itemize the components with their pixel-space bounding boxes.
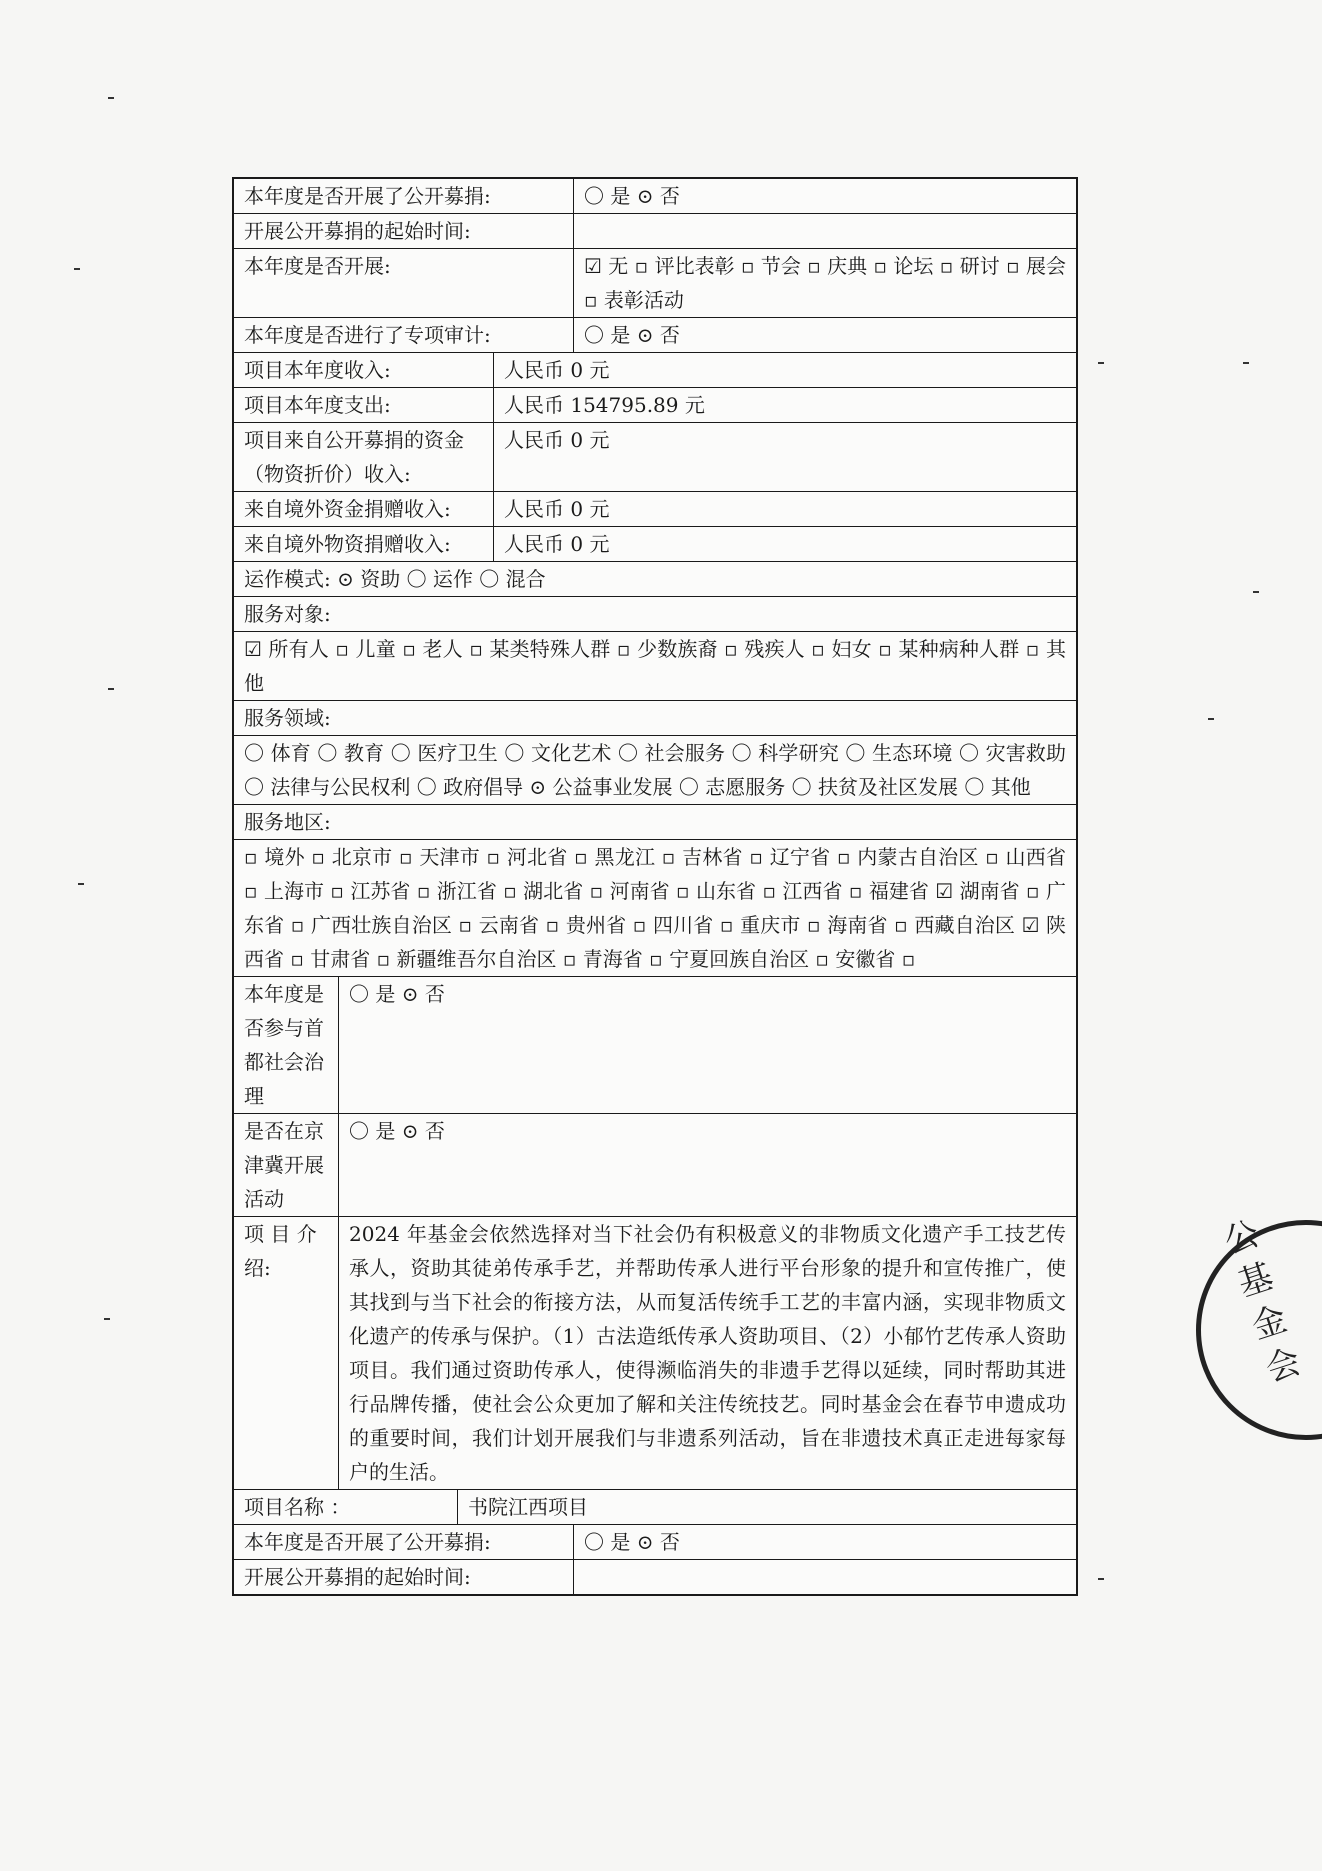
- value-special-audit: 〇 是 ⊙ 否: [584, 323, 680, 347]
- report-form: [232, 177, 1078, 1596]
- row-fundraising-start-2: [234, 1559, 1076, 1594]
- label-public-income: 项目来自公开募捐的资金（物资折价）收入:: [234, 423, 494, 491]
- label-special-audit: 本年度是否进行了专项审计:: [234, 318, 574, 352]
- label-expense: 项目本年度支出:: [234, 388, 494, 422]
- row-public-fundraising: [234, 179, 1076, 213]
- scan-speck: [78, 883, 84, 885]
- row-fundraising-start: [234, 213, 1076, 248]
- scan-speck: [108, 688, 114, 690]
- label-capital-governance: 本年度是否参与首都社会治理: [234, 977, 339, 1113]
- official-seal-text: 公 基 金 会: [1213, 1214, 1304, 1388]
- label-public-fundraising: 本年度是否开展了公开募捐:: [234, 179, 574, 213]
- row-service-region-options: [234, 839, 1076, 976]
- label-foreign-cash: 来自境外资金捐赠收入:: [234, 492, 494, 526]
- value-public-fundraising-2: 〇 是 ⊙ 否: [584, 1530, 680, 1554]
- service-region-options: ▫ 境外 ▫ 北京市 ▫ 天津市 ▫ 河北省 ▫ 黑龙江 ▫ 吉林省 ▫ 辽宁省 ▫ 内蒙古自治区 ▫ 山西省 ▫ 上海市 ▫ 江苏省 ▫ 浙江省 ▫ 湖北省 ▫ 河南省 ▫ 山东省 ▫ 江西省 ▫ 福建省 ☑ 湖南省 ▫ 广东省 ▫ 广西壮族自治区 ▫ 云南省 ▫ 贵州省 ▫ 四川省 ▫ 重庆市 ▫ 海南省 ▫ 西藏自治区 ☑ 陕西省 ▫ 甘肃省 ▫ 新疆维吾尔自治区 ▫ 青海省 ▫ 宁夏回族自治区 ▫ 安徽省 ▫: [244, 845, 1066, 971]
- scan-speck: [74, 268, 80, 270]
- row-project-intro: [234, 1216, 1076, 1489]
- row-public-income: [234, 422, 1076, 491]
- operation-mode: 运作模式: ⊙ 资助 〇 运作 〇 混合: [244, 567, 546, 591]
- label-activities: 本年度是否开展:: [234, 249, 574, 317]
- row-foreign-cash: [234, 491, 1076, 526]
- scan-speck: [108, 97, 114, 99]
- row-service-field-title: [234, 700, 1076, 735]
- row-service-target-title: [234, 596, 1076, 631]
- value-project-intro: 2024 年基金会依然选择对当下社会仍有积极意义的非物质文化遗产手工技艺传承人，资助其徒弟传承手艺，并帮助传承人进行平台形象的提升和宣传推广，使其找到与当下社会的衔接方法，从而复活传统手工艺的丰富内涵，实现非物质文化遗产的传承与保护。（1）古法造纸传承人资助项目、（2）小郁竹艺传承人资助项目。我们通过资助传承人，使得濒临消失的非遗手艺得以延续，同时帮助其进行品牌传播，使社会公众更加了解和关注传统技艺。同时基金会在春节申遗成功的重要时间，我们计划开展我们与非遗系列活动，旨在非遗技术真正走进每家每户的生活。: [349, 1222, 1066, 1484]
- service-field-title: 服务领域:: [244, 706, 331, 730]
- label-public-fundraising-2: 本年度是否开展了公开募捐:: [234, 1525, 574, 1559]
- value-activities: ☑ 无 ▫ 评比表彰 ▫ 节会 ▫ 庆典 ▫ 论坛 ▫ 研讨 ▫ 展会 ▫ 表彰活动: [584, 254, 1066, 312]
- label-jingjinji: 是否在京津冀开展活动: [234, 1114, 339, 1216]
- row-expense: [234, 387, 1076, 422]
- value-income: 人民币 0 元: [504, 358, 610, 382]
- scan-speck: [1098, 1578, 1104, 1580]
- value-public-income: 人民币 0 元: [504, 428, 610, 452]
- row-project-name: [234, 1489, 1076, 1524]
- value-fundraising-start: [574, 214, 1076, 248]
- value-capital-governance: 〇 是 ⊙ 否: [349, 982, 445, 1006]
- service-field-options: 〇 体育 〇 教育 〇 医疗卫生 〇 文化艺术 〇 社会服务 〇 科学研究 〇 生态环境 〇 灾害救助 〇 法律与公民权利 〇 政府倡导 ⊙ 公益事业发展 〇 志愿服务 〇 扶贫及社区发展 〇 其他: [244, 741, 1066, 799]
- value-project-name: 书院江西项目: [468, 1495, 588, 1519]
- label-fundraising-start: 开展公开募捐的起始时间:: [234, 214, 574, 248]
- label-fundraising-start-2: 开展公开募捐的起始时间:: [234, 1560, 574, 1594]
- service-target-options: ☑ 所有人 ▫ 儿童 ▫ 老人 ▫ 某类特殊人群 ▫ 少数族裔 ▫ 残疾人 ▫ 妇女 ▫ 某种病种人群 ▫ 其他: [244, 637, 1066, 695]
- row-special-audit: [234, 317, 1076, 352]
- row-capital-governance: [234, 976, 1076, 1113]
- row-service-target-options: [234, 631, 1076, 700]
- service-target-title: 服务对象:: [244, 602, 331, 626]
- scan-speck: [1208, 718, 1214, 720]
- service-region-title: 服务地区:: [244, 810, 331, 834]
- value-fundraising-start-2: [574, 1560, 1076, 1594]
- label-foreign-goods: 来自境外物资捐赠收入:: [234, 527, 494, 561]
- scan-speck: [104, 1318, 110, 1320]
- value-public-fundraising: 〇 是 ⊙ 否: [584, 184, 680, 208]
- row-service-region-title: [234, 804, 1076, 839]
- row-service-field-options: [234, 735, 1076, 804]
- row-jingjinji: [234, 1113, 1076, 1216]
- value-expense: 人民币 154795.89 元: [504, 393, 705, 417]
- value-foreign-cash: 人民币 0 元: [504, 497, 610, 521]
- scan-speck: [1243, 362, 1249, 364]
- row-operation-mode: [234, 561, 1076, 596]
- row-foreign-goods: [234, 526, 1076, 561]
- value-foreign-goods: 人民币 0 元: [504, 532, 610, 556]
- value-jingjinji: 〇 是 ⊙ 否: [349, 1119, 445, 1143]
- scan-speck: [1253, 591, 1259, 593]
- row-activities: [234, 248, 1076, 317]
- row-income: [234, 352, 1076, 387]
- row-public-fundraising-2: [234, 1524, 1076, 1559]
- label-project-name: 项目名称 ：: [234, 1490, 458, 1524]
- label-income: 项目本年度收入:: [234, 353, 494, 387]
- label-project-intro: 项 目 介 绍:: [234, 1217, 339, 1489]
- scan-speck: [1098, 362, 1104, 364]
